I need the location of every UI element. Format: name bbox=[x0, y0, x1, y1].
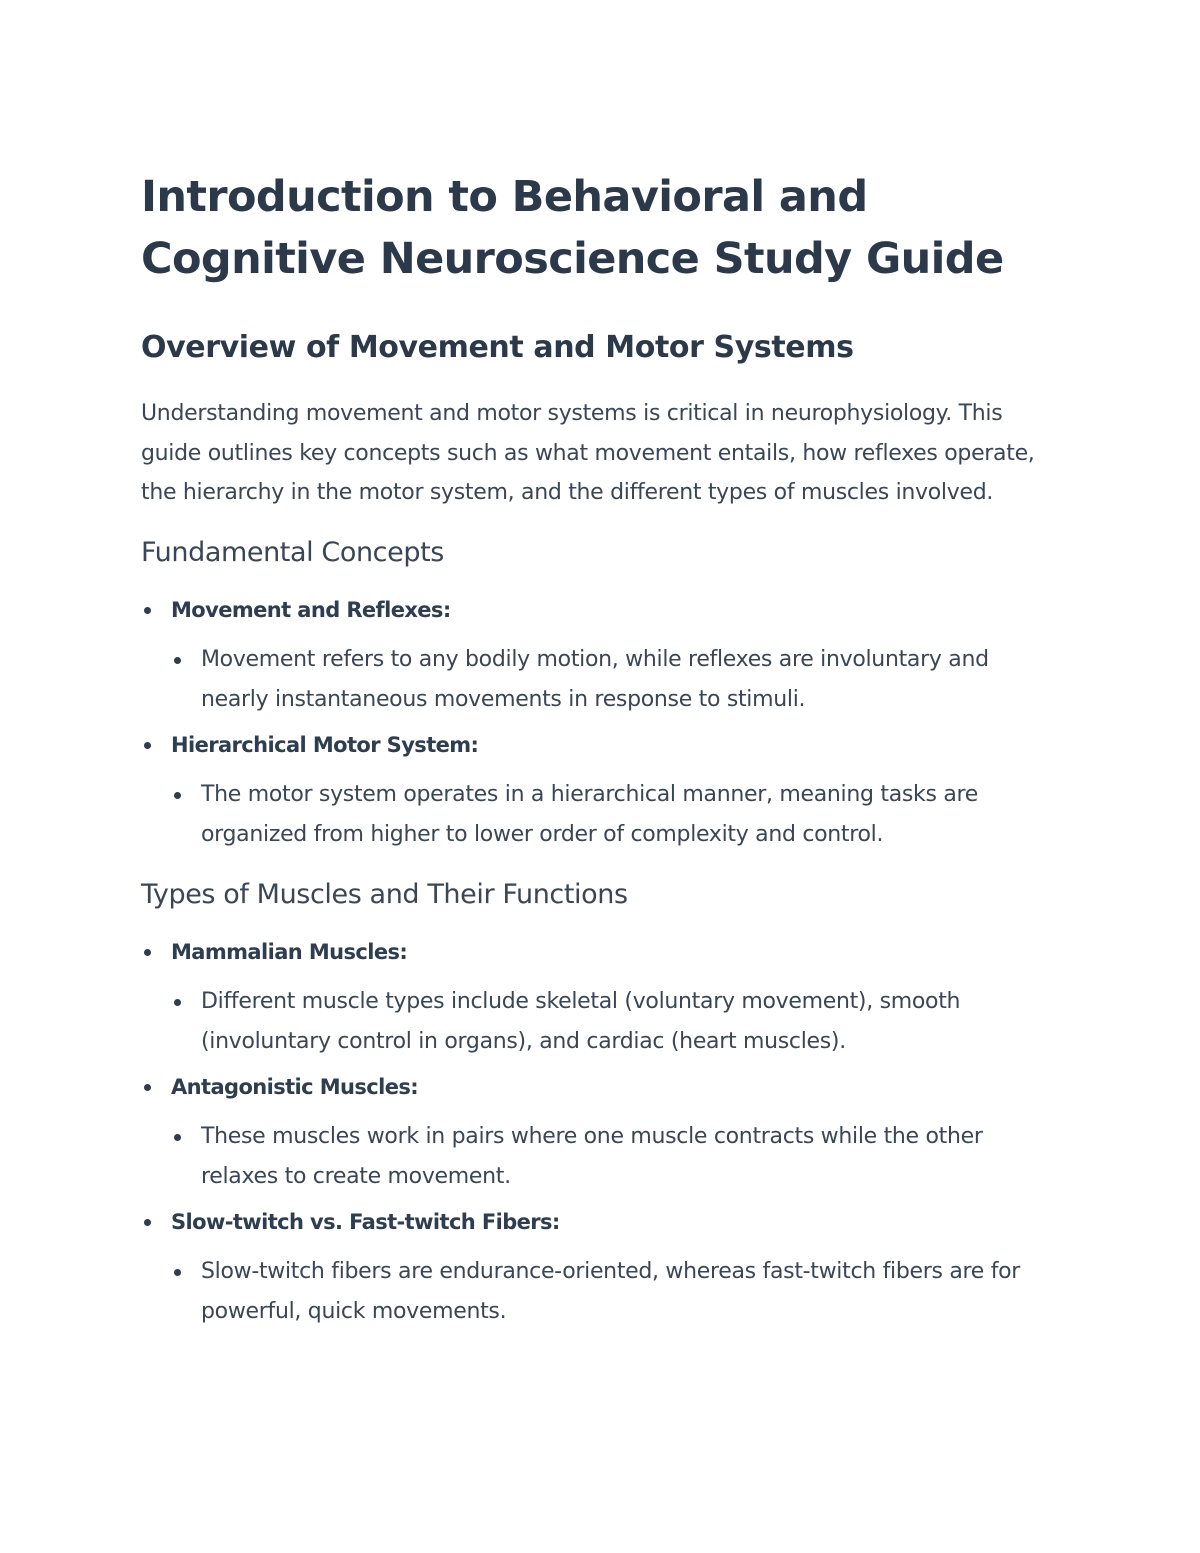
list-item bbox=[141, 593, 1051, 720]
topic-label: Mammalian Muscles: bbox=[171, 939, 408, 964]
section-title: Overview of Movement and Motor Systems bbox=[141, 330, 854, 365]
subsection-title-fundamental-concepts: Fundamental Concepts bbox=[141, 536, 444, 568]
subsection-title-muscle-types: Types of Muscles and Their Functions bbox=[141, 878, 628, 910]
topic-label: Movement and Reflexes: bbox=[171, 597, 451, 622]
detail-item: Slow-twitch fibers are endurance-oriented, whereas fast-twitch fibers are for powerful, quick movements. bbox=[171, 1252, 1051, 1332]
detail-list bbox=[171, 1117, 1051, 1197]
topic-label: Slow-twitch vs. Fast-twitch Fibers: bbox=[171, 1209, 560, 1234]
document-page bbox=[141, 166, 1051, 1340]
detail-item: These muscles work in pairs where one muscle contracts while the other relaxes to create movement. bbox=[171, 1117, 1051, 1197]
detail-list bbox=[171, 1252, 1051, 1332]
detail-list bbox=[171, 775, 1051, 855]
document-title-line-2: Cognitive Neuroscience Study Guide bbox=[141, 234, 1004, 284]
topic-label: Antagonistic Muscles: bbox=[171, 1074, 419, 1099]
intro-paragraph: Understanding movement and motor systems is critical in neurophysiology. This guide outlines key concepts such as what movement entails, how reflexes operate, the hierarchy in the motor system, and the different types of muscles involved. bbox=[141, 401, 1035, 505]
document-title bbox=[141, 166, 1051, 290]
document-title-line-1: Introduction to Behavioral and bbox=[141, 172, 868, 222]
detail-item: Different muscle types include skeletal (voluntary movement), smooth (involuntary control in organs), and cardiac (heart muscles). bbox=[171, 982, 1051, 1062]
detail-list bbox=[171, 640, 1051, 720]
muscle-types-list bbox=[141, 935, 1051, 1332]
list-item bbox=[141, 935, 1051, 1062]
list-item bbox=[141, 1205, 1051, 1332]
fundamental-concepts-list bbox=[141, 593, 1051, 855]
detail-item: The motor system operates in a hierarchical manner, meaning tasks are organized from higher to lower order of complexity and control. bbox=[171, 775, 1051, 855]
topic-label: Hierarchical Motor System: bbox=[171, 732, 479, 757]
list-item bbox=[141, 1070, 1051, 1197]
list-item bbox=[141, 728, 1051, 855]
detail-item: Movement refers to any bodily motion, while reflexes are involuntary and nearly instantaneous movements in response to stimuli. bbox=[171, 640, 1051, 720]
detail-list bbox=[171, 982, 1051, 1062]
